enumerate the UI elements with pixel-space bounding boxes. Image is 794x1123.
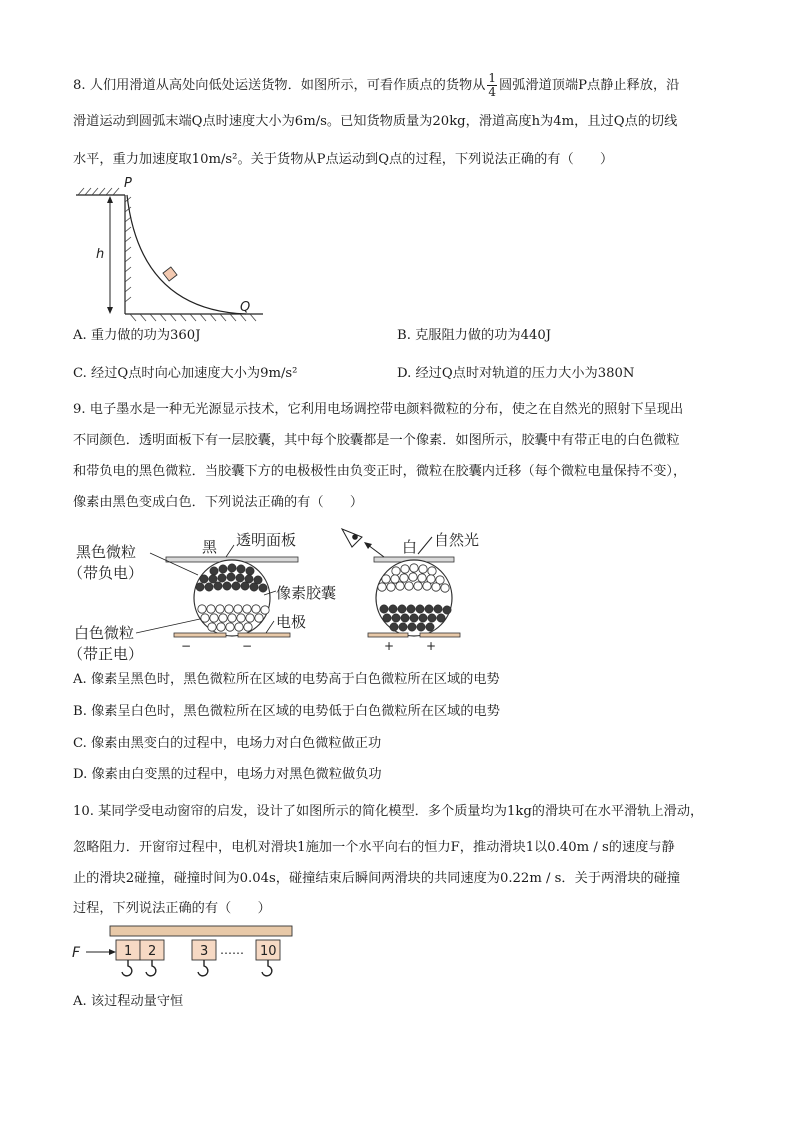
q8-option-d: D. 经过Q点时对轨道的压力大小为380N xyxy=(397,366,635,381)
cargo-block xyxy=(163,267,177,281)
q8-option-c: C. 经过Q点时向心加速度大小为9m/s² xyxy=(73,366,298,381)
electrode-right-1 xyxy=(368,633,408,637)
q9-line-4: 像素由黑色变成白色．下列说法正确的有（ ） xyxy=(73,495,364,510)
fraction-quarter xyxy=(487,72,497,99)
fraction-numerator: 1 xyxy=(488,71,497,85)
q10-line-3: 止的滑块2碰撞，碰撞时间为0.04s，碰撞结束后瞬间两滑块的共同速度为0.22m / s．关于两滑块的碰撞 xyxy=(73,871,681,886)
electrode-left-1 xyxy=(174,633,226,637)
q8-option-b: B. 克服阻力做的功为440J xyxy=(397,328,552,343)
q9-line-3: 和带负电的黑色微粒．当胶囊下方的电极极性由负变正时，微粒在胶囊内迁移（每个微粒电量保持不变）， xyxy=(73,464,687,479)
hook-3 xyxy=(198,960,208,976)
electrode-right-2 xyxy=(420,633,460,637)
slide-arc xyxy=(127,195,246,314)
label-h: h xyxy=(96,247,105,262)
q8-line-1-text-b: 圆弧滑道顶端P点静止释放，沿 xyxy=(499,78,680,93)
q8-line-2: 滑道运动到圆弧末端Q点时速度大小为6m/s。已知货物质量为20kg，滑道高度h为4m，且过Q点的切线 xyxy=(73,114,678,129)
q8-line-1 xyxy=(73,72,679,99)
label-pos-charge: （带正电） xyxy=(68,645,144,663)
label-q: Q xyxy=(240,300,251,315)
q9-e-ink-figure xyxy=(66,523,506,663)
q10-line-2: 忽略阻力．开窗帘过程中，电机对滑块1施加一个水平向右的恒力F，推动滑块1以0.40m / s的速度与静 xyxy=(73,840,675,855)
label-panel: 透明面板 xyxy=(236,531,297,549)
q9-option-b: B. 像素呈白色时，黑色微粒所在区域的电势低于白色微粒所在区域的电势 xyxy=(73,704,500,719)
hook-1 xyxy=(122,960,132,976)
plus-sign-2: + xyxy=(426,639,437,653)
q10-line-4: 过程，下列说法正确的有（ ） xyxy=(73,901,271,916)
q8-slide-figure xyxy=(68,172,268,322)
q10-curtain-figure xyxy=(68,924,298,986)
minus-sign-1: − xyxy=(181,639,192,653)
q9-option-a: A. 像素呈黑色时，黑色微粒所在区域的电势高于白色微粒所在区域的电势 xyxy=(73,672,500,687)
label-black-particle: 黑色微粒 xyxy=(76,543,137,561)
q8-option-a: A. 重力做的功为360J xyxy=(73,328,201,343)
hook-10 xyxy=(262,960,272,976)
hook-2 xyxy=(146,960,156,976)
label-p: P xyxy=(124,176,132,191)
slider-3-label: 3 xyxy=(200,944,209,959)
label-electrode: 电极 xyxy=(276,613,307,631)
electrode-left-2 xyxy=(238,633,290,637)
q9-line-2: 不同颜色．透明面板下有一层胶囊，其中每个胶囊都是一个像素．如图所示，胶囊中有带正电的白色微粒 xyxy=(73,433,680,448)
label-white-particle: 白色微粒 xyxy=(74,624,135,642)
label-white: 白 xyxy=(402,538,418,556)
plus-sign-1: + xyxy=(384,639,395,653)
q10-option-a: A. 该过程动量守恒 xyxy=(73,994,184,1009)
label-black: 黑 xyxy=(202,538,218,556)
white-particles-left xyxy=(198,605,269,631)
q9-option-c: C. 像素由黑变白的过程中，电场力对白色微粒做正功 xyxy=(73,736,382,751)
q8-line-1-text-a: 8. 人们用滑道从高处向低处运送货物．如图所示，可看作质点的货物从 xyxy=(73,78,486,93)
minus-sign-2: − xyxy=(242,639,253,653)
q9-option-d: D. 像素由白变黑的过程中，电场力对黑色微粒做负功 xyxy=(73,767,382,782)
fraction-denominator: 4 xyxy=(488,85,497,99)
label-f: F xyxy=(72,945,81,961)
slider-1-label: 1 xyxy=(124,944,133,959)
q10-line-1: 10. 某同学受电动窗帘的启发，设计了如图所示的简化模型．多个质量均为1kg的滑块可在水平滑轨上滑动， xyxy=(73,804,704,819)
label-neg-charge: （带负电） xyxy=(68,564,144,582)
slider-2-label: 2 xyxy=(148,944,157,959)
ellipsis: …… xyxy=(220,943,244,957)
rail xyxy=(110,926,292,936)
q8-line-3: 水平，重力加速度取10m/s²。关于货物从P点运动到Q点的过程，下列说法正确的有（ ） xyxy=(73,152,614,167)
label-natural-light: 自然光 xyxy=(434,531,480,549)
label-capsule: 像素胶囊 xyxy=(276,584,337,602)
eye-icon xyxy=(342,529,362,547)
slider-10-label: 10 xyxy=(260,944,277,959)
q9-line-1: 9. 电子墨水是一种无光源显示技术，它利用电场调控带电颜料微粒的分布，使之在自然光的照射下呈现出 xyxy=(73,402,684,417)
